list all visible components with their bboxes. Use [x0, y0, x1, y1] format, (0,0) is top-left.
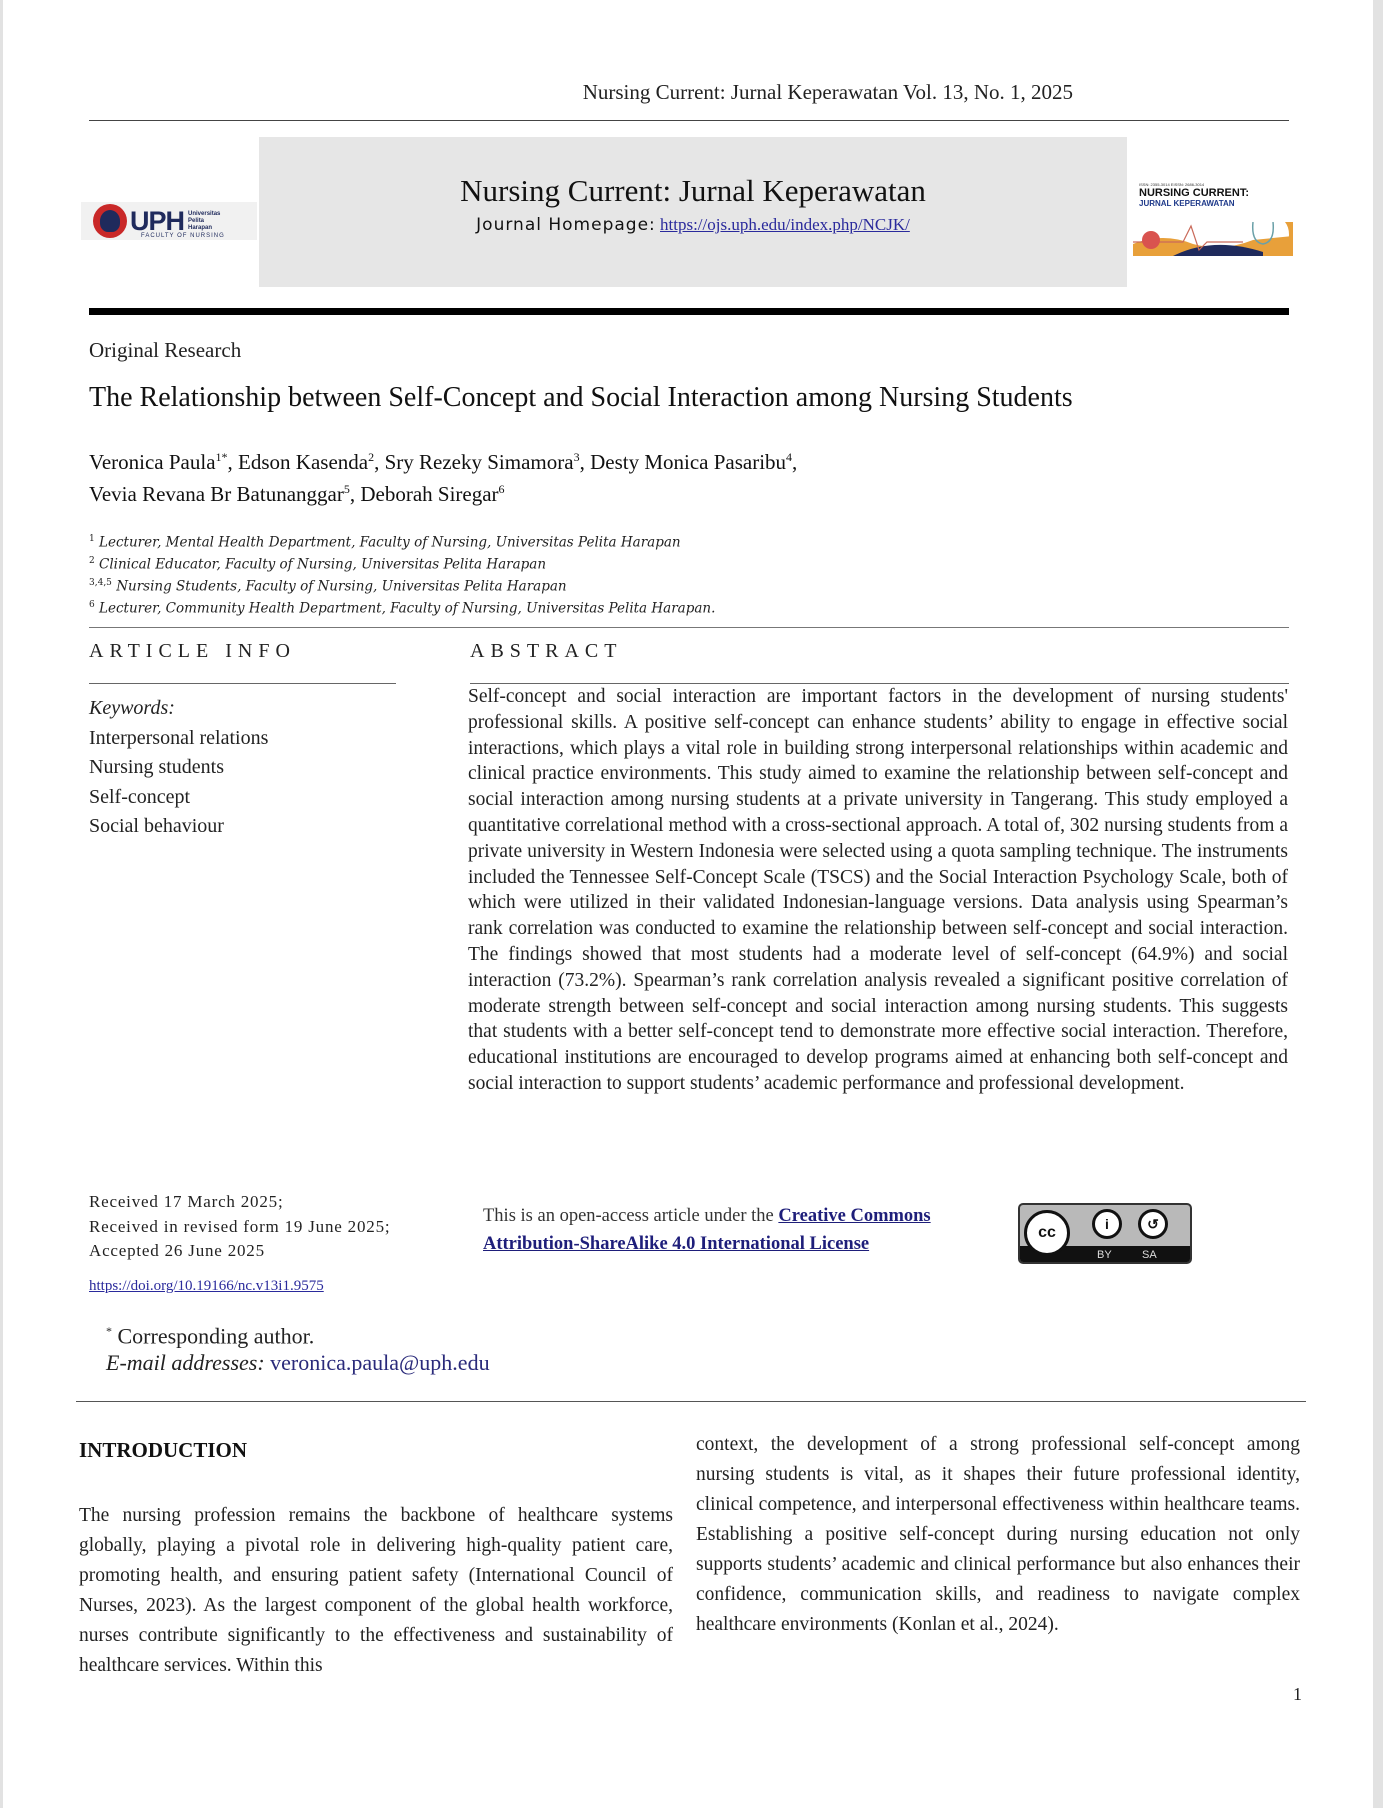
page-number: 1 [1293, 1684, 1302, 1704]
homepage-link[interactable]: https://ojs.uph.edu/index.php/NCJK/ [660, 215, 910, 234]
running-header: Nursing Current: Jurnal Keperawatan Vol. 13, No. 1, 2025 [582, 80, 1073, 104]
uph-side-line: Universitas [188, 210, 221, 217]
uph-side-line: Harapan [188, 224, 213, 231]
affiliation-text: Nursing Students, Faculty of Nursing, Universitas Pelita Harapan [111, 578, 567, 595]
affiliation [89, 530, 715, 552]
journal-title: Nursing Current: Jurnal Keperawatan [460, 173, 926, 208]
email-line [106, 1349, 490, 1376]
author-sup: 5 [343, 482, 350, 496]
author-separator: , [227, 450, 239, 474]
logo-title: NURSING CURRENT: [1139, 187, 1249, 199]
corresponding-author [106, 1318, 490, 1376]
keyword: Self-concept [89, 785, 191, 808]
corresponding-mark: * [106, 1324, 112, 1338]
affiliation [89, 552, 715, 574]
author-line-2 [89, 476, 797, 508]
corresponding-label: Corresponding author. [117, 1323, 315, 1349]
uph-logo [81, 202, 257, 240]
heartbeat-stethoscope-icon [1133, 222, 1293, 256]
section-rule [76, 1401, 1306, 1402]
article-title: The Relationship between Self-Concept and Social Interaction among Nursing Students [89, 382, 1073, 413]
author-sup: 1* [215, 450, 228, 464]
share-alike-icon: ↺ [1138, 1209, 1168, 1239]
badge-by-label: BY [1097, 1249, 1112, 1261]
uph-faculty: FACULTY OF NURSING [141, 233, 225, 239]
article-type: Original Research [89, 338, 242, 362]
introduction-heading: INTRODUCTION [79, 1438, 248, 1462]
keyword: Interpersonal relations [89, 726, 269, 749]
badge-sa-label: SA [1142, 1249, 1157, 1261]
author-line-1 [89, 444, 797, 476]
affiliation [89, 596, 715, 618]
license-prefix: This is an open-access article under the [483, 1206, 779, 1226]
journal-banner [259, 137, 1127, 287]
affiliation-sup: 6 [89, 600, 95, 610]
abstract-heading: ABSTRACT [470, 640, 623, 662]
date-received: Received 17 March 2025; [89, 1192, 284, 1211]
author-separator: , [349, 482, 361, 506]
license-statement [483, 1202, 1003, 1258]
info-top-rule [89, 627, 1289, 628]
uph-side-text [188, 211, 220, 232]
author-separator: , [579, 450, 591, 474]
keywords-label: Keywords: [89, 697, 175, 719]
corresponding-line [106, 1318, 490, 1349]
uph-brand: UPH [130, 205, 185, 236]
affiliation-sup: 3,4,5 [89, 578, 112, 588]
uph-side-line: Pelita [188, 217, 205, 224]
journal-homepage [259, 215, 1127, 235]
keyword: Nursing students [89, 756, 224, 778]
article-info-heading: ARTICLE INFO [89, 640, 296, 662]
affiliation-text: Lecturer, Mental Health Department, Faculty of Nursing, Universitas Pelita Harapan [94, 534, 681, 551]
banner-rule [89, 308, 1289, 315]
email-link[interactable]: veronica.paula@uph.edu [270, 1350, 490, 1376]
author-name: Vevia Revana Br Batunanggar [89, 482, 344, 506]
nursing-current-logo [1133, 176, 1293, 256]
keywords [89, 694, 268, 842]
license-link[interactable]: Creative Commons Attribution-ShareAlike 4.0 International License [483, 1206, 931, 1254]
introduction-right-column: context, the development of a strong professional self-concept among nursing students is vital, as it shapes their future professional identity, clinical competence, and interpersonal effectiveness within healthcare teams. Establishing a positive self-concept during nursing education not only supports students’ academic and clinical performance but also enhances their confidence, communication skills, and readiness to navigate complex healthcare environments (Konlan et al., 2024). [696, 1434, 1300, 1635]
author-name: Deborah Siregar [360, 482, 499, 506]
attribution-person-icon: i [1092, 1209, 1122, 1239]
affiliation-sup: 2 [89, 556, 95, 566]
author-sup: 6 [498, 482, 505, 496]
affiliations [89, 530, 715, 618]
article-dates [89, 1190, 390, 1264]
keyword: Social behaviour [89, 815, 224, 837]
article-info-rule [89, 683, 396, 684]
author-name: Sry Rezeky Simamora [384, 450, 574, 474]
cc-by-sa-badge[interactable] [1018, 1203, 1192, 1264]
affiliation [89, 574, 715, 596]
date-revised: Received in revised form 19 June 2025; [89, 1216, 391, 1236]
homepage-label: Journal Homepage: [476, 215, 656, 235]
author-sup: 2 [368, 450, 375, 464]
uph-eagle-seal-icon [93, 204, 127, 238]
introduction-left-column: The nursing profession remains the backbone of healthcare systems globally, playing a pivotal role in delivering high-quality patient care, promoting health, and ensuring patient safety (International Council of Nurses, 2023). As the largest component of the global health workforce, nurses contribute significantly to the effectiveness and sustainability of healthcare services. Within this [79, 1505, 673, 1676]
author-list [89, 444, 797, 508]
author-name: Veronica Paula [89, 450, 216, 474]
author-separator: , [792, 450, 798, 474]
email-label: E-mail addresses: [106, 1350, 265, 1376]
page [3, 0, 1373, 1808]
author-sup: 4 [786, 450, 793, 464]
abstract-text: Self-concept and social interaction are important factors in the development of nursing students' professional skills. A positive self-concept can enhance students’ ability to engage in effective social interactions, which plays a vital role in building strong interpersonal relationships within academic and clinical practice environments. This study aimed to examine the relationship between self-concept and social interaction among nursing students at a private university in Tangerang. This study employed a quantitative correlational method with a cross-sectional approach. A total of, 302 nursing students from a private university in Western Indonesia were selected using a quota sampling technique. The instruments included the Tennessee Self-Concept Scale (TSCS) and the Social Interaction Psychology Scale, both of which were utilized in their validated Indonesian-language versions. Data analysis using Spearman’s rank correlation was conducted to examine the relationship between self-concept and social interaction. The findings showed that most students had a moderate level of self-concept (64.9%) and social interaction (73.2%). Spearman’s rank correlation analysis revealed a significant positive correlation of moderate strength between self-concept and social interaction among nursing students. This suggests that students with a better self-concept tend to demonstrate more effective social interaction. Therefore, educational institutions are encouraged to develop programs aimed at enhancing both self-concept and social interaction to support students’ academic performance and professional development. [468, 686, 1288, 1094]
doi-link[interactable]: https://doi.org/10.19166/nc.v13i1.9575 [89, 1278, 324, 1294]
affiliation-text: Clinical Educator, Faculty of Nursing, Universitas Pelita Harapan [94, 556, 547, 573]
logo-subtitle: JURNAL KEPERAWATAN [1139, 199, 1235, 208]
cc-icon: cc [1024, 1210, 1070, 1256]
author-name: Edson Kasenda [238, 450, 369, 474]
header-rule [89, 120, 1289, 121]
author-name: Desty Monica Pasaribu [590, 450, 787, 474]
author-sup: 3 [573, 450, 580, 464]
affiliation-sup: 1 [89, 534, 95, 544]
date-accepted: Accepted 26 June 2025 [89, 1241, 265, 1260]
affiliation-text: Lecturer, Community Health Department, Faculty of Nursing, Universitas Pelita Harapan. [94, 600, 716, 617]
logo-issn: ISSN: 2355-3014 EISSN: 2686-3014 [1139, 182, 1205, 187]
author-separator: , [374, 450, 385, 474]
